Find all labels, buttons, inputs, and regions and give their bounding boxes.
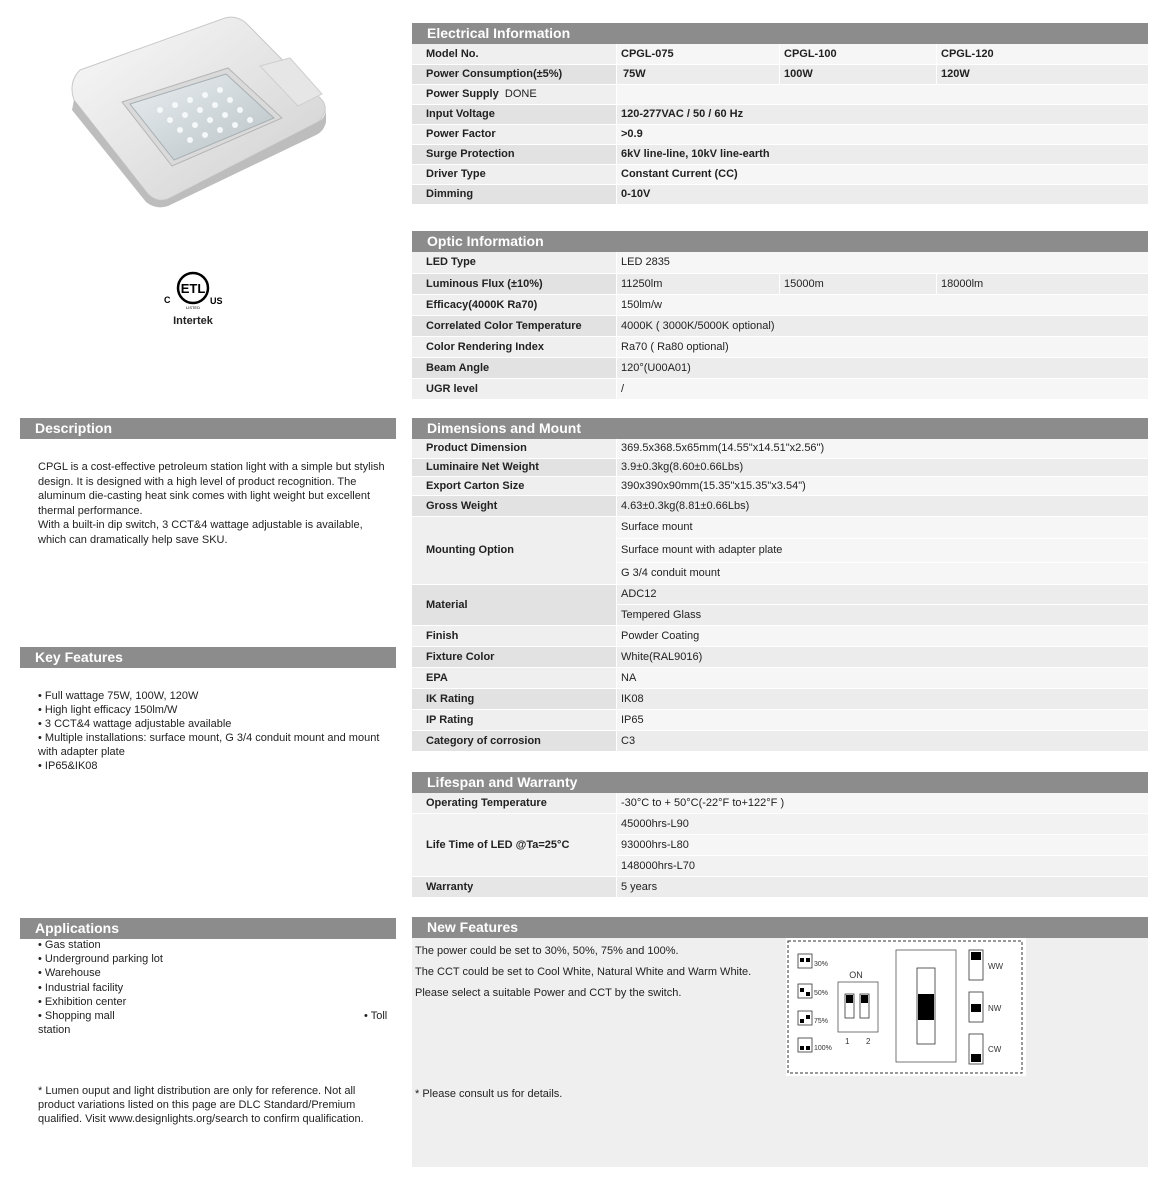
table-row: Dimming 0-10V (412, 184, 1148, 204)
table-row: Power Consumption(±5%) 75W 100W 120W (412, 64, 1148, 84)
table-row: 148000hrs-L70 (412, 855, 1148, 876)
list-item: • Gas station (38, 939, 101, 951)
consult-note: * Please consult us for details. (415, 1088, 563, 1100)
list-item: • 3 CCT&4 wattage adjustable available (38, 718, 232, 730)
optic-table (412, 252, 1148, 400)
power-switch-75 (798, 1011, 828, 1025)
applications-list (38, 938, 392, 1037)
key-features-list (38, 689, 392, 773)
lifespan-table (412, 793, 1148, 898)
table-row: Finish Powder Coating (412, 625, 1148, 646)
electrical-table (412, 44, 1148, 205)
description-para-1: CPGL is a cost-effective petroleum station light with a simple but stylish design. It is designed with a high level of product recognition. The aluminum die-casting heat sink comes with light weight but excellent thermal performance. (38, 461, 385, 517)
table-row: Warranty 5 years (412, 876, 1148, 897)
list-item: • IP65&IK08 (38, 760, 98, 772)
new-features-header: New Features (412, 917, 1148, 938)
cct-nw (969, 992, 1002, 1022)
table-row: G 3/4 conduit mount (412, 562, 1148, 584)
list-item: • High light efficacy 150lm/W (38, 704, 178, 716)
table-row: EPA NA (412, 667, 1148, 688)
new-features-text: The power could be set to 30%, 50%, 75% and 100%. The CCT could be set to Cool White, Natural White and Warm White. Please select a suitable Power and CCT by the switch. (415, 945, 752, 999)
optic-header: Optic Information (412, 231, 1148, 252)
list-item: • Multiple installations: surface mount, G 3/4 conduit mount and mount with adapter plate (38, 732, 380, 758)
svg-text:US: US (210, 296, 223, 306)
table-row: Input Voltage 120-277VAC / 50 / 60 Hz (412, 104, 1148, 124)
etl-certification-mark (160, 270, 226, 330)
table-row: Driver Type Constant Current (CC) (412, 164, 1148, 184)
svg-text:WW: WW (988, 962, 1004, 971)
list-item: • Shopping mall • Toll (38, 1010, 388, 1023)
power-switch-30 (798, 954, 828, 968)
svg-text:ON: ON (849, 970, 863, 980)
svg-text:LISTED: LISTED (185, 305, 201, 310)
model-label: Model No. (412, 44, 617, 64)
table-row: Tempered Glass (412, 604, 1148, 625)
table-row: Model No. CPGL-075 CPGL-100 CPGL-120 (412, 44, 1148, 64)
svg-text:NW: NW (988, 1004, 1002, 1013)
etl-logo-icon (160, 270, 226, 310)
table-row: IK Rating IK08 (412, 688, 1148, 709)
svg-text:50%: 50% (814, 990, 829, 997)
list-item: • Exhibition center (38, 995, 127, 1008)
description-para-2: With a built-in dip switch, 3 CCT&4 wattage adjustable is available, which can dramatically help save SKU. (38, 519, 363, 546)
cct-ww (969, 950, 1004, 980)
power-switch-50 (798, 984, 828, 998)
table-row: Correlated Color Temperature 4000K ( 3000K/5000K optional) (412, 315, 1148, 336)
table-row: Mounting Option Surface mount (412, 516, 1148, 538)
table-row: Luminaire Net Weight 3.9±0.3kg(8.60±0.66Lbs) (412, 458, 1148, 476)
svg-text:C: C (164, 295, 171, 305)
table-row: Power Factor >0.9 (412, 124, 1148, 144)
table-row: IP Rating IP65 (412, 709, 1148, 730)
cct-cw (969, 1034, 1002, 1064)
footnote: * Lumen ouput and light distribution are only for reference. Not all product variations listed on this page are DLC Standard/Premium qualified. Visit www.designlights.org/search to confirm qualification. (38, 1085, 364, 1125)
svg-text:2: 2 (866, 1037, 871, 1046)
svg-text:30%: 30% (814, 961, 829, 968)
svg-text:75%: 75% (814, 1018, 829, 1025)
description-header: Description (20, 418, 396, 439)
list-item: station (38, 1024, 71, 1037)
table-row: Color Rendering Index Ra70 ( Ra80 optional) (412, 336, 1148, 357)
svg-text:1: 1 (845, 1037, 850, 1046)
lifespan-header: Lifespan and Warranty (412, 772, 1148, 793)
svg-text:ETL: ETL (180, 281, 206, 296)
list-item: • Full wattage 75W, 100W, 120W (38, 690, 199, 702)
list-item: • Underground parking lot (38, 953, 163, 966)
description-text (38, 460, 392, 547)
applications-header: Applications (20, 918, 396, 939)
table-row: Export Carton Size 390x390x90mm(15.35"x15.35"x3.54") (412, 476, 1148, 495)
key-features-header: Key Features (20, 647, 396, 668)
table-row: UGR level / (412, 378, 1148, 399)
table-row: Material ADC12 (412, 584, 1148, 604)
table-row: Operating Temperature -30°C to + 50°C(-22°F to+122°F ) (412, 793, 1148, 813)
table-row: Beam Angle 120°(U00A01) (412, 357, 1148, 378)
table-row: Category of corrosion C3 (412, 730, 1148, 751)
table-row: 93000hrs-L80 (412, 834, 1148, 855)
dimensions-table (412, 439, 1148, 752)
electrical-header: Electrical Information (412, 23, 1148, 44)
table-row: Life Time of LED @Ta=25°C 45000hrs-L90 (412, 813, 1148, 834)
dimensions-header: Dimensions and Mount (412, 418, 1148, 439)
table-row: Surge Protection 6kV line-line, 10kV line-earth (412, 144, 1148, 164)
table-row: Surface mount with adapter plate (412, 538, 1148, 562)
table-row: Luminous Flux (±10%) 11250lm 15000m 18000lm (412, 273, 1148, 294)
table-row: Power Supply DONE (412, 84, 1148, 104)
power-switch-100 (798, 1038, 832, 1052)
product-image (60, 10, 340, 210)
intertek-brand: Intertek (173, 315, 213, 327)
table-row: Product Dimension 369.5x368.5x65mm(14.55"x14.51"x2.56") (412, 439, 1148, 458)
list-item: • Warehouse (38, 967, 101, 980)
list-item: • Industrial facility (38, 981, 124, 994)
table-row: Efficacy(4000K Ra70) 150lm/w (412, 294, 1148, 315)
table-row: LED Type LED 2835 (412, 252, 1148, 273)
svg-text:CW: CW (988, 1045, 1002, 1054)
svg-text:100%: 100% (814, 1045, 832, 1052)
table-row: Fixture Color White(RAL9016) (412, 646, 1148, 667)
table-row: Gross Weight 4.63±0.3kg(8.81±0.66Lbs) (412, 495, 1148, 516)
dip-switch-diagram (786, 938, 1026, 1076)
